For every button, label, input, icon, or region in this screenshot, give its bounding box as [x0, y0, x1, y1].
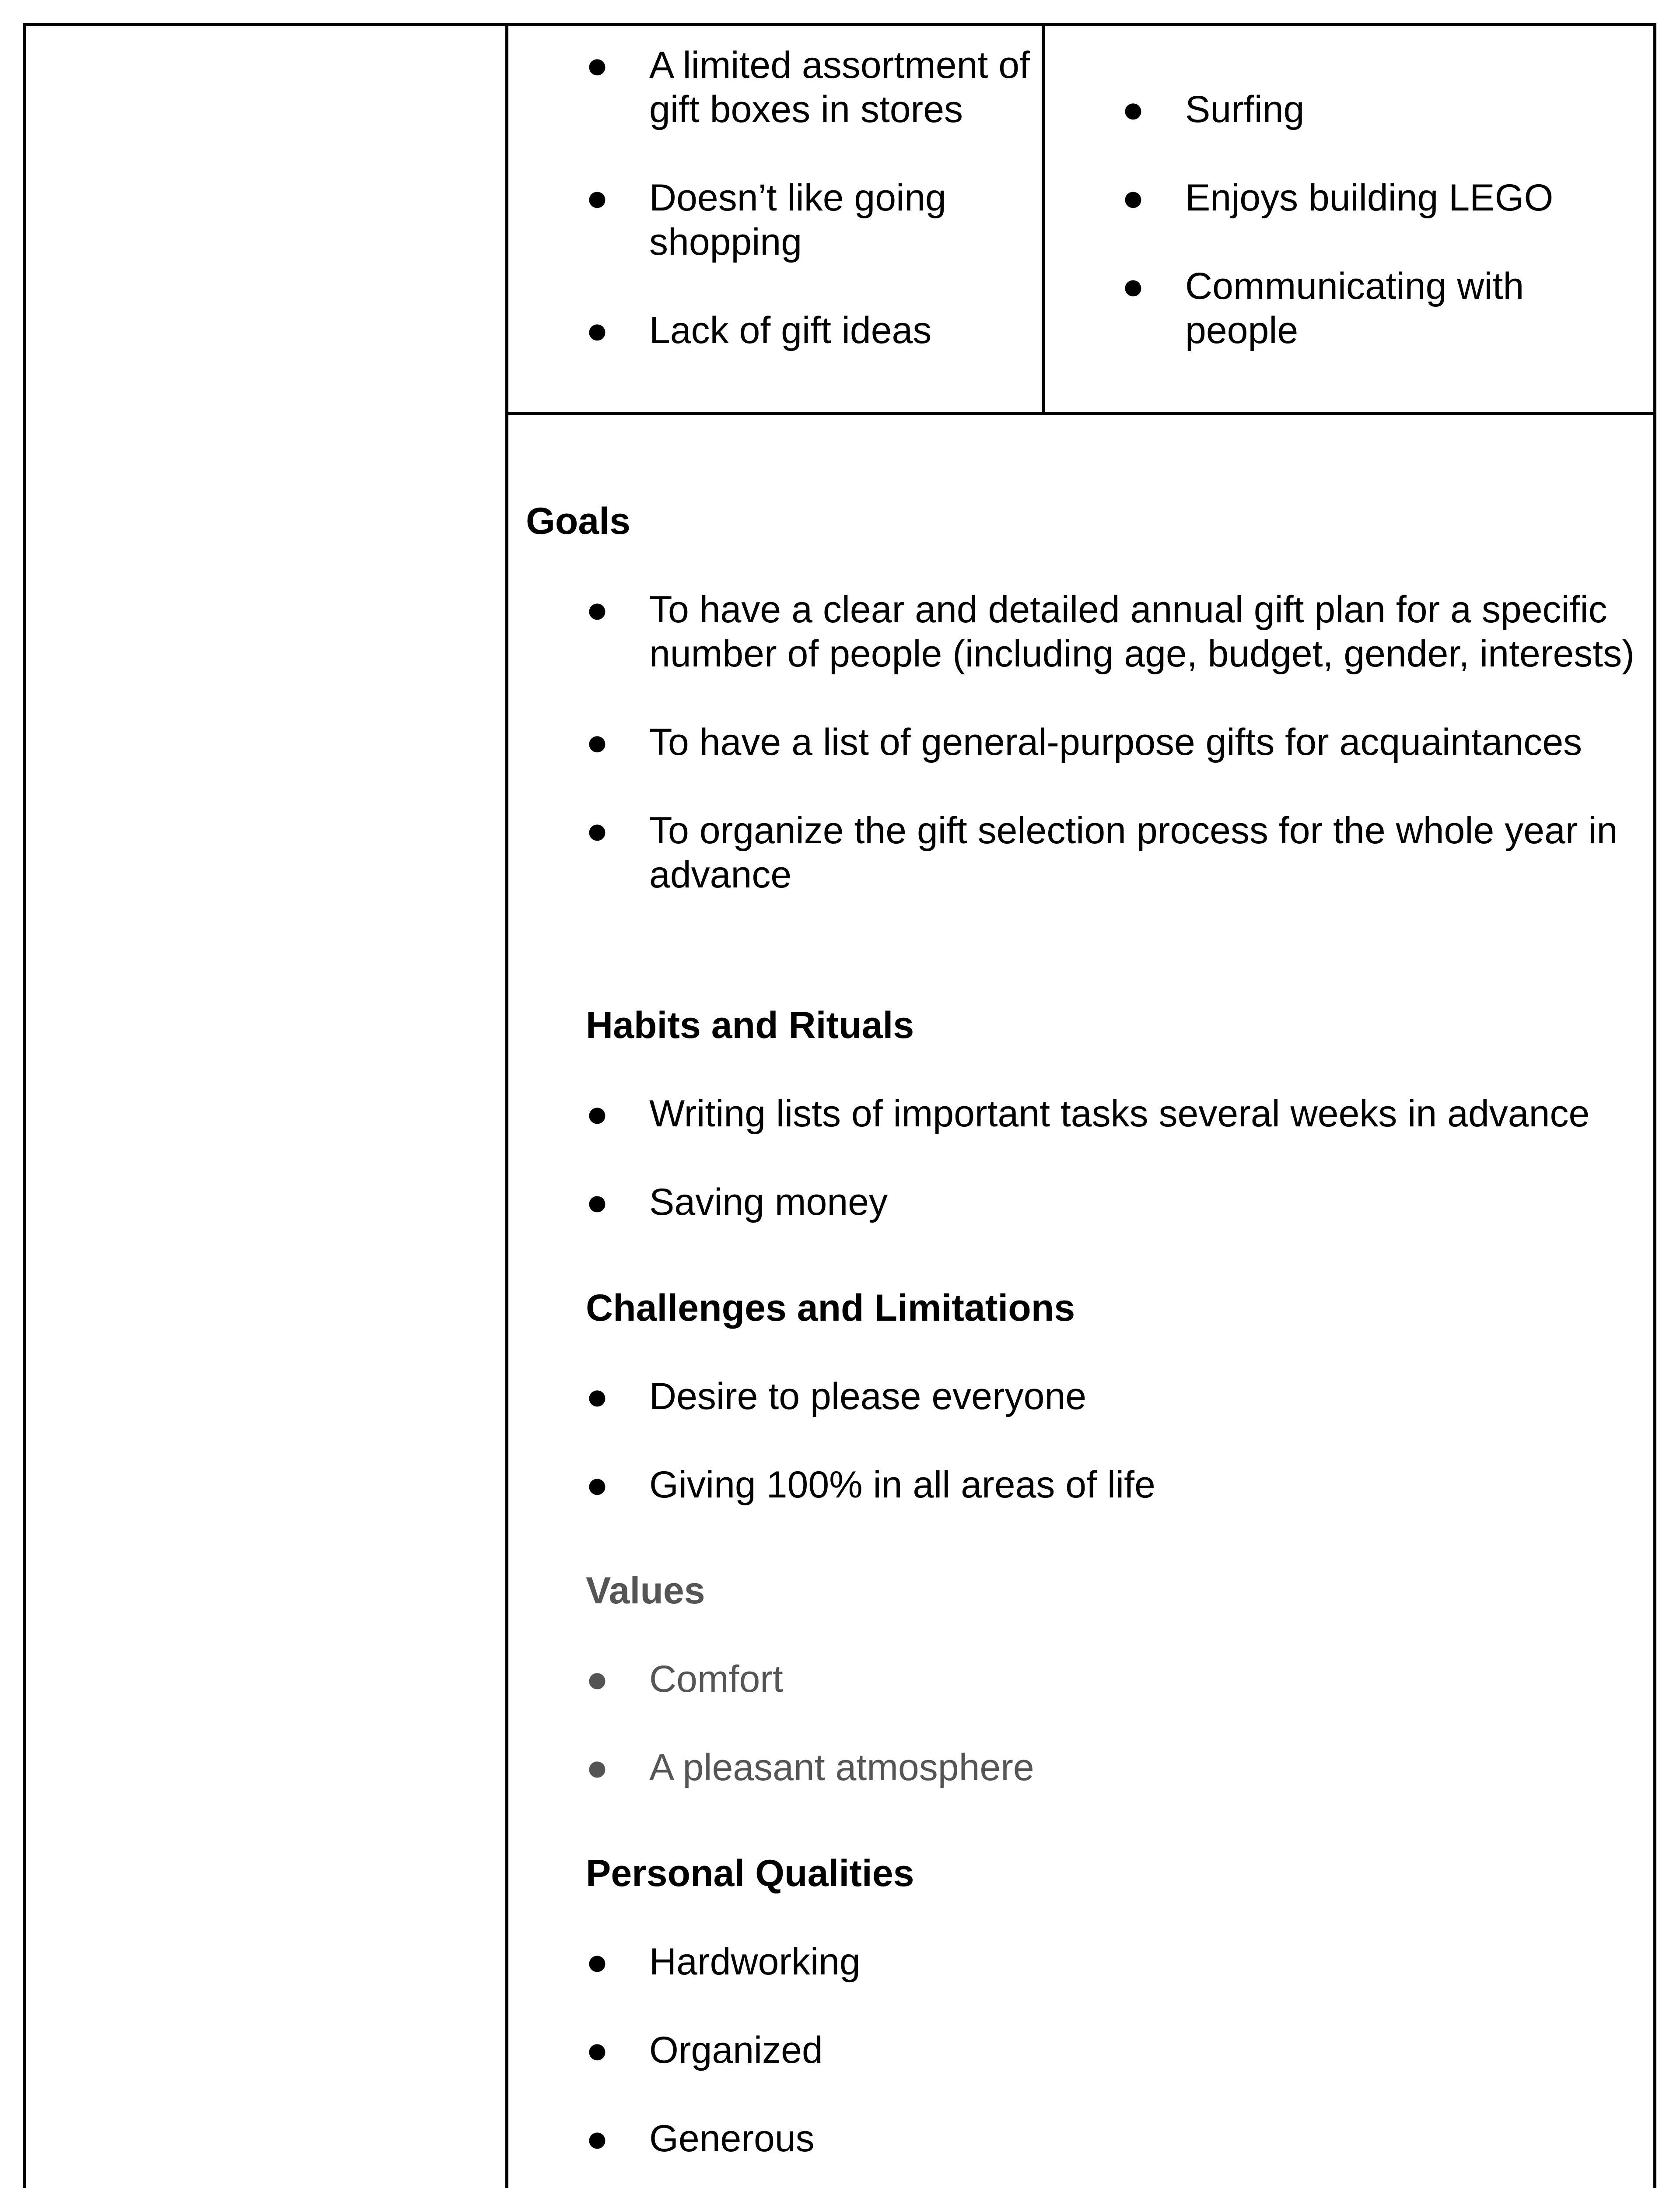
list-item [586, 2117, 1645, 2161]
habits-list [586, 1092, 1645, 1224]
list-item [586, 1940, 1645, 1984]
bullet-icon: ● [586, 1658, 609, 1700]
goal-text: To organize the gift selection process for the whole year in advance [649, 810, 1618, 896]
bullet-icon: ● [586, 721, 609, 763]
habits-heading: Habits and Rituals [586, 1004, 914, 1046]
bullet-icon: ● [586, 2029, 609, 2071]
bullet-icon: ● [586, 810, 609, 852]
challenge-text: Desire to please everyone [649, 1375, 1087, 1417]
bullet-icon: ● [586, 177, 609, 219]
list-item [586, 1092, 1645, 1136]
column-divider-left [505, 26, 508, 2188]
list-item [586, 1463, 1645, 1507]
qualities-list [586, 1940, 1645, 2188]
value-text: Comfort [649, 1658, 783, 1700]
goal-text: To have a clear and detailed annual gift plan for a specific number of people (including age, budget, gender, interests) [649, 589, 1634, 675]
persona-details-cell [508, 415, 1656, 2188]
list-item [1122, 88, 1625, 132]
frustrations-cell [508, 26, 1042, 412]
hobby-text: Enjoys building LEGO [1185, 177, 1554, 219]
list-item [1122, 176, 1625, 220]
list-item [586, 176, 1032, 264]
frustration-text: Lack of gift ideas [649, 309, 932, 351]
list-item [586, 2028, 1645, 2072]
values-list [586, 1657, 1645, 1790]
habit-text: Saving money [649, 1181, 888, 1223]
persona-table [23, 23, 1656, 2188]
list-item [586, 1180, 1645, 1224]
frustration-text: Doesn’t like going shopping [649, 177, 946, 263]
quality-text: Organized [649, 2029, 823, 2071]
bullet-icon: ● [586, 1181, 609, 1223]
challenge-text: Giving 100% in all areas of life [649, 1464, 1155, 1506]
bullet-icon: ● [586, 1464, 609, 1506]
bullet-icon: ● [586, 1746, 609, 1788]
qualities-heading: Personal Qualities [586, 1852, 914, 1894]
list-item [586, 1375, 1645, 1419]
left-empty-cell [26, 26, 505, 2188]
bullet-icon: ● [586, 589, 609, 631]
column-divider-top [1042, 26, 1045, 415]
habit-text: Writing lists of important tasks several weeks in advance [649, 1093, 1590, 1135]
bullet-icon: ● [586, 1941, 609, 1983]
bullet-icon: ● [1122, 265, 1144, 307]
bullet-icon: ● [586, 309, 609, 351]
goal-text: To have a list of general-purpose gifts for acquaintances [649, 721, 1582, 763]
bullet-icon: ● [586, 44, 609, 86]
bullet-icon: ● [586, 1093, 609, 1135]
goals-heading: Goals [526, 500, 630, 542]
hobby-text: Surfing [1185, 88, 1305, 130]
frustration-text: A limited assortment of gift boxes in stores [649, 44, 1030, 130]
list-item [586, 1746, 1645, 1790]
list-item [586, 809, 1645, 897]
challenges-heading: Challenges and Limitations [586, 1287, 1075, 1329]
value-text: A pleasant atmosphere [649, 1746, 1034, 1788]
frustrations-list [586, 43, 1032, 353]
list-item [586, 1657, 1645, 1701]
hobbies-list [1122, 88, 1625, 353]
hobbies-cell [1045, 26, 1656, 412]
list-item [586, 588, 1645, 676]
bullet-icon: ● [586, 1375, 609, 1417]
hobby-text: Communicating with people [1185, 265, 1524, 351]
bullet-icon: ● [1122, 177, 1144, 219]
quality-text: Generous [649, 2118, 815, 2160]
values-heading: Values [586, 1570, 705, 1612]
list-item [586, 43, 1032, 132]
goals-list [586, 588, 1645, 897]
list-item [586, 720, 1645, 764]
bullet-icon: ● [586, 2118, 609, 2160]
row-divider [505, 412, 1653, 415]
list-item [586, 309, 1032, 353]
challenges-list [586, 1375, 1645, 1507]
quality-text: Hardworking [649, 1941, 861, 1983]
bullet-icon: ● [1122, 88, 1144, 130]
list-item [1122, 264, 1625, 353]
